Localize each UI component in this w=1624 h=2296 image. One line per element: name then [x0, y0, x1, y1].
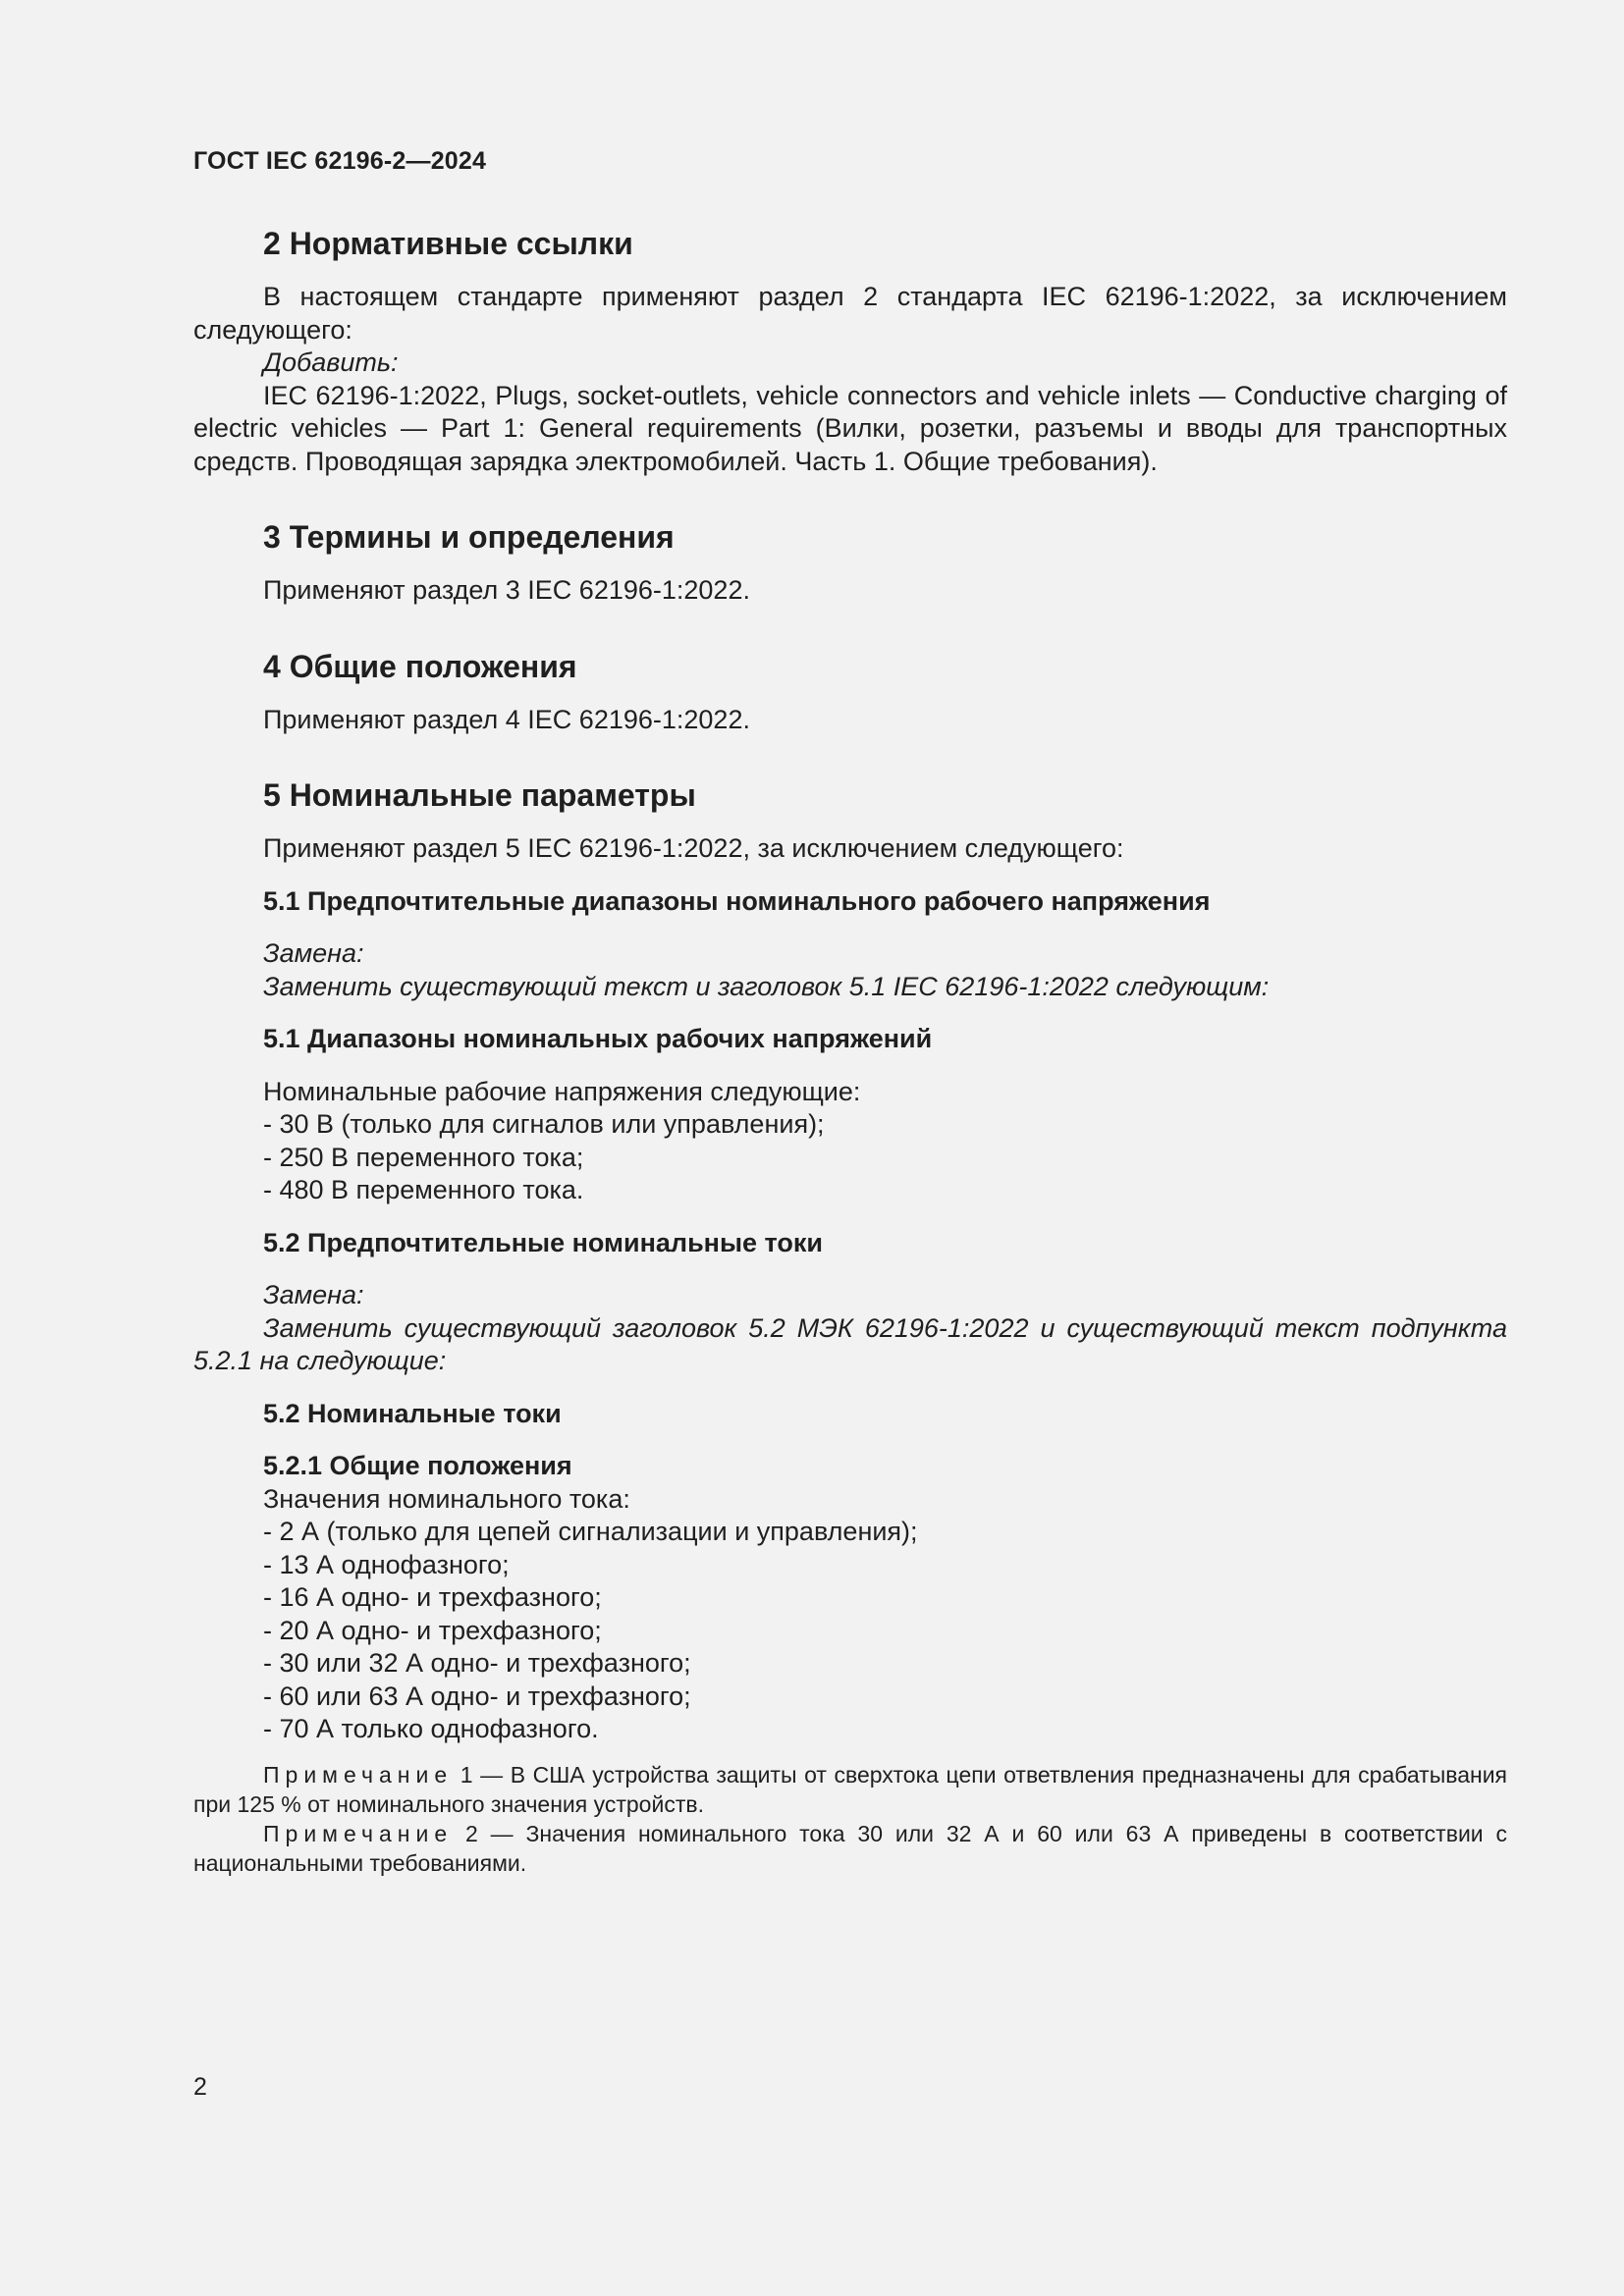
subsection-5-1-heading: 5.1 Предпочтительные диапазоны номинального рабочего напряжения: [263, 885, 1211, 916]
list-item: - 250 В переменного тока;: [263, 1142, 1507, 1175]
add-label: Добавить:: [263, 347, 399, 377]
list-item: - 70 А только однофазного.: [263, 1713, 1507, 1746]
replace-text-5-2: Заменить существующий заголовок 5.2 МЭК 62196-1:2022 и существующий текст подпункта 5.2.1 на следующие:: [193, 1312, 1507, 1375]
section-5-text: Применяют раздел 5 IEC 62196-1:2022, за исключением следующего:: [263, 833, 1124, 863]
note-2: [193, 1819, 1507, 1878]
note-1-label: Примечание: [263, 1761, 454, 1788]
section-4-text: Применяют раздел 4 IEC 62196-1:2022.: [263, 704, 750, 734]
new-subsection-5-1-heading: 5.1 Диапазоны номинальных рабочих напряжений: [263, 1024, 933, 1053]
note-2-label: Примечание: [263, 1820, 454, 1846]
replace-label-5-1: Замена:: [263, 938, 364, 968]
normative-reference: IEC 62196-1:2022, Plugs, socket-outlets, vehicle connectors and vehicle inlets — Conductive charging of electric vehicles — Part 1: General requirements (Вилки, розетки, разъемы и вводы для транспортных средств. Проводящая зарядка электромобилей. Часть 1. Общие требования).: [193, 380, 1507, 476]
document-code: ГОСТ IEC 62196-2—2024: [193, 147, 487, 175]
list-item: - 30 В (только для сигналов или управления);: [263, 1108, 1507, 1142]
note-2-text: 2 — Значения номинального тока 30 или 32 А и 60 или 63 А приведены в соответствии с национальными требованиями.: [193, 1820, 1507, 1876]
section-2-heading: 2 Нормативные ссылки: [263, 226, 633, 261]
list-item: - 13 А однофазного;: [263, 1549, 1507, 1582]
subsection-5-2-heading: 5.2 Предпочтительные номинальные токи: [263, 1227, 824, 1257]
replace-label-5-2: Замена:: [263, 1280, 364, 1309]
new-subsection-5-2-heading: 5.2 Номинальные токи: [263, 1398, 562, 1428]
currents-intro: Значения номинального тока:: [263, 1483, 630, 1514]
voltages-list: [263, 1108, 1507, 1207]
replace-text-5-1: Заменить существующий текст и заголовок 5.1 IEC 62196-1:2022 следующим:: [263, 971, 1270, 1001]
voltages-intro: Номинальные рабочие напряжения следующие:: [263, 1076, 861, 1106]
section-2-intro: В настоящем стандарте применяют раздел 2 стандарта IEC 62196-1:2022, за исключением следующего:: [193, 282, 1507, 345]
document-content: [193, 220, 1507, 1878]
section-5-heading: 5 Номинальные параметры: [263, 777, 696, 813]
note-1: [193, 1760, 1507, 1819]
currents-list: [263, 1516, 1507, 1746]
list-item: - 20 А одно- и трехфазного;: [263, 1615, 1507, 1648]
list-item: - 60 или 63 А одно- и трехфазного;: [263, 1681, 1507, 1714]
section-4-heading: 4 Общие положения: [263, 648, 577, 684]
list-item: - 480 В переменного тока.: [263, 1174, 1507, 1207]
section-3-heading: 3 Термины и определения: [263, 519, 675, 555]
list-item: - 30 или 32 А одно- и трехфазного;: [263, 1647, 1507, 1681]
page-number: 2: [193, 2073, 207, 2101]
list-item: - 16 А одно- и трехфазного;: [263, 1581, 1507, 1615]
list-item: - 2 А (только для цепей сигнализации и управления);: [263, 1516, 1507, 1549]
section-3-text: Применяют раздел 3 IEC 62196-1:2022.: [263, 575, 750, 605]
note-1-text: 1 — В США устройства защиты от сверхтока цепи ответвления предназначены для срабатывания при 125 % от номинального значения устройств.: [193, 1761, 1507, 1817]
subsection-5-2-1-heading: 5.2.1 Общие положения: [263, 1451, 572, 1480]
